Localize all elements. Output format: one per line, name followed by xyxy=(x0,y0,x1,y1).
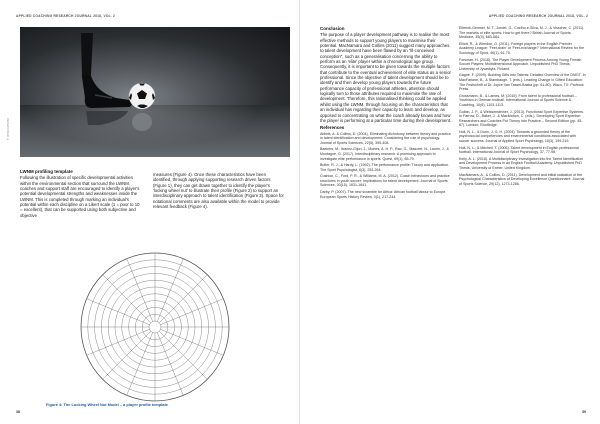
reference-entry: Elliott, R., & Weedon, G. (2011). Foreign players in the English Premier Academy League: 'Feet-drain' or 'Feet-exchange?' International Review for the Sociology of Sport, 46(1), 61-75. xyxy=(459,41,585,55)
reference-entry: Elferink-Gemser, M. T., Jordet, G., Coelho-e-Silva, M. J., & Visscher, C. (2011). The marvels of elite sports: How to get there? British Journal of Sports Medicine, 45(9), 683-684. xyxy=(459,26,585,40)
wheel-spoke xyxy=(127,259,153,322)
wheel-spoke xyxy=(87,299,150,325)
wheel-spoke xyxy=(87,329,150,355)
reference-entry: Holt, N. L., & Mitchell, T. (2006). Talent development in English professional football. International Journal of Sport Psychology, 37, 77-98. xyxy=(459,145,579,155)
reference-entry: Butler, R. J., & Hardy, L. (1992). The performance profile: Theory and application. The Sport Psychologist, 6(3), 253-264. xyxy=(320,163,450,172)
body-paragraph-1: Following the illustration of specific developmental activities within the environmental section that surround the LWNM, coaches and support staff are encouraged to identify a player's potential developmental strengths and weaknesses inside the LWNM. This is completed through marking an individual's potential within each discipline on a Likert scale (1 = poor to 10 = excellent), that can be supported using both subjective and objective xyxy=(20,175,140,218)
conclusion-paragraph: The purpose of a player development pathway is to realise the most effective methods to support young players to maximise their potential. MacNamara and Collins (2011) suggest many approaches to talent development have been flawed by an "ill-conceived conception", such as a generalisation concerning the ability to perform as an 'elite' player within a chronological age group. Consequently, it is important to be given towards the multiple factors that contribute to the eventual achievement of elite status as a senior professional. Since the objective of talent development should be to identify and then develop young players towards the future performance capacity of professional athletes, attention should logically turn to those attributes required to maximise the rate of development. Therefore, this rationalised thinking could be applied whilst using the LWNM, through focusing on the characteristics that an individual has regarding their capacity to learn and develop, as opposed to concentrating on what the coach already knows and how the player is performing at a particular time during their development. xyxy=(320,32,452,123)
right-page xyxy=(300,0,600,424)
photo-credit: © ISTOCKPHOTO xyxy=(7,117,10,140)
body-paragraph-2: measures (Figure 4). Once these characteristics have been identified, through applying supporting research driven factors (Figure 1), they can get drawn together to identify the player's 'locking wheel nut' to illustrate their profile (Figure 2) to support an interdisciplinary approach to talent identification (Figure 3). Space for notational comments are also available within the model to provide relevant feedback (Figure 4). xyxy=(153,172,284,210)
left-column-2 xyxy=(153,172,285,211)
ball-reflection xyxy=(132,113,152,131)
photo-illustration xyxy=(20,27,290,157)
reference-entry: Abbott, A. & Collins, D. (2004). Eliminating dichotomy between theory and practice in talent identification and development: Considering the role of psychology. Journal of Sports Sciences, 22(5), 395-408. xyxy=(320,131,451,145)
running-head-left: APPLIED COACHING RESEARCH JOURNAL 2018, VOL. 2 xyxy=(16,14,116,18)
wheel-spoke xyxy=(161,329,224,355)
reference-entry: Darby, P. (2007). The new scramble for Africa: African football labour to Europe. European Sports History Review, 3(1), 217-244. xyxy=(320,190,447,199)
reference-entry: Cushion, C., Ford, P. R., & Williams, M. A. (2012). Coach behaviours and practice structures in youth soccer: Implications for talent development. Journal of Sports Sciences, 30(15), 1631-1641. xyxy=(320,174,450,188)
reference-entry: Holt, N. L., & Dunn, J. G. H. (2004). Towards a grounded theory of the psychosocial competencies and environmental conditions associated with soccer success. Journal of Applied Sport Psychology, 16(3), 199-219. xyxy=(459,129,577,144)
reference-entry: Gagné, F. (2009). Building Gifts into Talents: Detailed Overview of the DMGT. In MacFarlane, B., & Stambaugh, T. (eds.). Leading Change in Gifted Education: The Festschrift of Dr. Joyce Van Tassel-Baska (pp. 61-80). Waco, TX: Prufrock Press. xyxy=(459,73,586,92)
locking-wheel-nut-figure xyxy=(40,247,270,413)
boot-sock xyxy=(81,33,93,76)
wheel-spoke xyxy=(103,331,151,379)
conclusion-heading: Conclusion xyxy=(320,26,345,31)
right-column-2 xyxy=(459,26,587,188)
wheel-spoke xyxy=(127,333,153,396)
wheel-spoke xyxy=(103,275,151,323)
reference-entry: Forsman, H. (2016). The Player Development Process Among Young Finnish Soccer Players: Multidimensional Approach. Unpublished PhD Thesis, University of Jyvaskyla, Finland. xyxy=(459,57,582,71)
references-list-1 xyxy=(320,132,452,200)
wheel-diagram xyxy=(40,247,270,413)
page-number-left: 38 xyxy=(16,410,20,414)
running-head-right: APPLIED COACHING RESEARCH JOURNAL 2018, VOL. 2 xyxy=(488,14,588,18)
left-column-1 xyxy=(20,169,142,220)
wheel-spoke xyxy=(161,299,224,325)
wheel-spoke xyxy=(159,331,207,379)
cover-photo xyxy=(20,27,290,157)
reference-entry: Gulbin, J. P., & Weissensteiner, J. (2013). Functional Sport Expertise Systems. In Farrow, D., Baker, J., & MacMahon, C. (eds.), Developing Sport Expertise: Researchers and Coaches Put Theory into Practice – Second Edition (pp. 45-67). London: Routledge. xyxy=(459,109,584,128)
reference-entry: Baekers, M., Ibanez-Gijon, J., Mortes, A. H. P., Rao, G., Mascret, N., Laurin, J., & Montagne, G. (2017). Interdisciplinary research: A promising approach to investigate elite performance in sports. Quest, 69(1), 65-79. xyxy=(320,147,449,161)
reference-entry: Grossmann, B., & Lames, M. (2015). From talent to professional football – Youthism in German football. International Journal of Sports Science & Coaching, 10(6), 1103-1113. xyxy=(459,93,577,107)
right-column-1 xyxy=(320,26,452,201)
boot-reflection xyxy=(86,111,128,125)
references-heading: References xyxy=(320,125,345,131)
reference-entry: MacNamara, A., & Collins, D. (2011). Development and initial validation of the Psychological Characteristics of Developing Excellence Questionnaire. Journal of Sports Science, 29(12), 1273-1286. xyxy=(459,172,585,186)
reference-entry: Kelly, A. L. (2018). A Multidisciplinary Investigation into the Talent Identification and Development Process in an English Football Academy. Unpublished PhD Thesis, University of Exeter, United Kingdom. xyxy=(459,156,584,171)
wheel-spoke xyxy=(159,275,207,323)
football-boot xyxy=(82,71,132,108)
page-number-right: 39 xyxy=(582,410,586,414)
wheel-ring xyxy=(149,321,161,333)
figure-caption: Figure 4: The Locking Wheel Nut Model – a player profile template xyxy=(46,402,168,407)
section-heading: LWNM profiling template xyxy=(20,169,73,174)
wheel-spoke xyxy=(157,333,183,396)
wheel-spoke xyxy=(157,259,183,322)
